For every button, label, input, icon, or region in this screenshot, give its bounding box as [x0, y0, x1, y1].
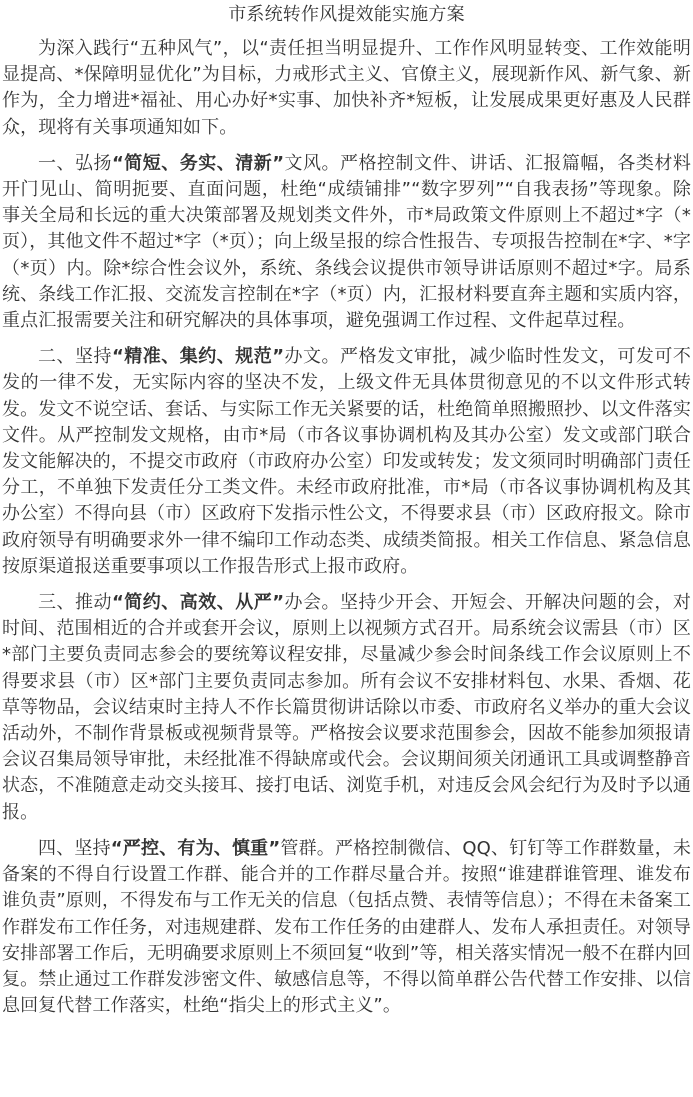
section-1-suffix: 文风。 — [284, 152, 341, 174]
section-1-slogan: “简短、务实、清新” — [111, 152, 285, 174]
section-3-paragraph — [2, 590, 691, 826]
section-2-suffix: 办文。 — [284, 346, 341, 368]
section-2-slogan: “精准、集约、规范” — [111, 346, 285, 368]
section-1-body: 严格控制文件、讲话、汇报篇幅，各类材料开门见山、简明扼要、直面问题，杜绝“成绩铺排”“数字罗列”“自我表扬”等现象。除事关全局和长远的重大决策部署及规划类文件外，市*局政策文件原则上不超过*字（*页），其他文件不超过*字（*页）；向上级呈报的综合性报告、专项报告控制在*字、*字（*页）内。除*综合性会议外，系统、条线会议提供市领导讲话原则不超过*字。局系统、条线工作汇报、交流发言控制在*字（*页）内，汇报材料要直奔主题和实质内容，重点汇报需要关注和研究解决的具体事项，避免强调工作过程、文件起草过程。 — [2, 152, 691, 332]
section-4-prefix: 四、坚持 — [38, 837, 111, 859]
section-3-prefix: 三、推动 — [38, 592, 112, 614]
section-3-body: 坚持少开会、开短会、开解决问题的会，对时间、范围相近的合并或套开会议，原则上以视频方式召开。局系统会议需县（市）区*部门主要负责同志参会的要统筹议程安排，尽量减少参会时间条线工作会议原则上不得要求县（市）区*部门主要负责同志参加。所有会议不安排材料包、水果、香烟、花草等物品，会议结束时主持人不作长篇贯彻讲话除以市委、市政府名义举办的重大会议活动外，不制作背景板或视频背景等。严格按会议要求范围参会，因故不能参加须报请会议召集局领导审批，未经批准不得缺席或代会。会议期间须关闭通讯工具或调整静音状态，不准随意走动交头接耳、接打电话、浏览手机，对违反会风会纪行为及时予以通报。 — [2, 592, 691, 823]
section-2-body: 严格发文审批，减少临时性发文，可发可不发的一律不发，无实际内容的坚决不发，上级文件无具体贯彻意见的不以文件形式转发。发文不说空话、套话、与实际工作无关紧要的话，杜绝简单照搬照抄、以文件落实文件。从严控制发文规格，由市*局（市各议事协调机构及其办公室）发文或部门联合发文能解决的，不提交市政府（市政府办公室）印发或转发；发文须同时明确部门责任分工，不单独下发责任分工类文件。未经市政府批准，市*局（市各议事协调机构及其办公室）不得向县（市）区政府下发指示性公文，不得要求县（市）区政府报文。除市政府领导有明确要求外一律不编印工作动态类、成绩类简报。相关工作信息、紧急信息按原渠道报送重要事项以工作报告形式上报市政府。 — [2, 346, 691, 577]
section-1-prefix: 一、弘扬 — [38, 152, 112, 174]
section-2-paragraph — [2, 344, 691, 580]
section-2-prefix: 二、坚持 — [38, 346, 112, 368]
intro-paragraph: 为深入践行“五种风气”，以“责任担当明显提升、工作作风明显转变、工作效能明显提高、*保障明显优化”为目标，力戒形式主义、官僚主义，展现新作风、新气象、新作为，全力增进*福祉、用心办好*实事、加快补齐*短板，让发展成果更好惠及人民群众，现将有关事项通知如下。 — [2, 38, 691, 138]
section-4-suffix: 管群。 — [280, 837, 335, 859]
section-1-paragraph — [2, 151, 691, 334]
section-4-slogan: “严控、有为、慎重” — [110, 837, 281, 859]
section-4-body: 严格控制微信、QQ、钉钉等工作群数量，未备案的不得自行设置工作群、能合并的工作群尽量合并。按照“谁建群谁管理、谁发布谁负责”原则，不得发布与工作无关的信息（包括点赞、表情等信息）；不得在未备案工作群发布工作任务，对违规建群、发布工作任务的由建群人、发布人承担责任。对领导安排部署工作后，无明确要求原则上不须回复“收到”等，相关落实情况一般不在群内回复。禁止通过工作群发涉密文件、敏感信息等，不得以简单群公告代替工作安排、以信息回复代替工作落实，杜绝“指尖上的形式主义”。 — [2, 837, 691, 1017]
section-4-paragraph — [2, 836, 691, 1019]
section-3-slogan: “简约、高效、从严” — [111, 592, 285, 614]
section-3-suffix: 办会。 — [284, 592, 341, 614]
document-title: 市系统转作风提效能实施方案 — [228, 4, 465, 25]
